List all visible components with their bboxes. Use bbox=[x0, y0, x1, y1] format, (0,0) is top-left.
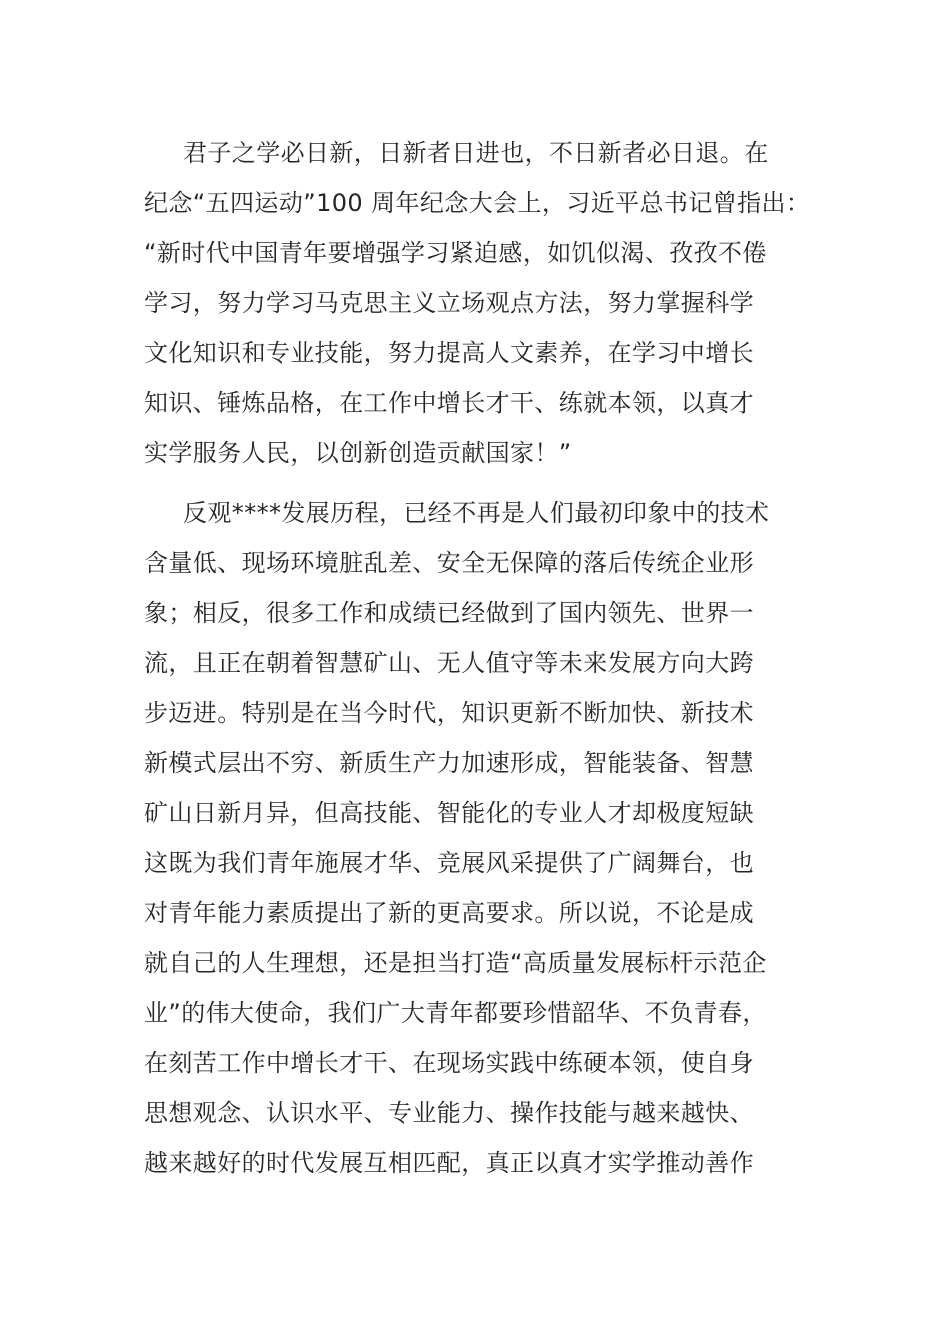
paragraph-line: 知识、锤炼品格，在工作中增长才干、练就本领，以真才 bbox=[144, 389, 754, 417]
paragraph-line: 业”的伟大使命，我们广大青年都要珍惜韶华、不负青春， bbox=[144, 999, 767, 1027]
paragraph-1 bbox=[144, 128, 834, 478]
paragraph-line: 流，且正在朝着智慧矿山、无人值守等未来发展方向大跨 bbox=[144, 649, 754, 677]
paragraph-line: 象；相反，很多工作和成绩已经做到了国内领先、世界一 bbox=[144, 599, 754, 627]
paragraph-line: 学习，努力学习马克思主义立场观点方法，努力掌握科学 bbox=[144, 289, 754, 317]
paragraph-line: 矿山日新月异，但高技能、智能化的专业人才却极度短缺 bbox=[144, 799, 754, 827]
paragraph-line: 新模式层出不穷、新质生产力加速形成，智能装备、智慧 bbox=[144, 749, 754, 777]
paragraph-line: 这既为我们青年施展才华、竞展风采提供了广阔舞台，也 bbox=[144, 849, 754, 877]
paragraph-line: 实学服务人民，以创新创造贡献国家！” bbox=[144, 439, 572, 467]
paragraph-line: 就自己的人生理想，还是担当打造“高质量发展标杆示范企 bbox=[144, 949, 767, 977]
paragraph-line: 反观****发展历程，已经不再是人们最初印象中的技术 bbox=[183, 499, 770, 527]
paragraph-line: 君子之学必日新，日新者日进也，不日新者必日退。在 bbox=[183, 139, 769, 167]
paragraph-2 bbox=[144, 488, 834, 1188]
paragraph-line: 在刻苦工作中增长才干、在现场实践中练硬本领，使自身 bbox=[144, 1049, 754, 1077]
paragraph-line: 越来越好的时代发展互相匹配，真正以真才实学推动善作 bbox=[144, 1149, 754, 1177]
paragraph-line: 对青年能力素质提出了新的更高要求。所以说，不论是成 bbox=[144, 899, 754, 927]
paragraph-line: 含量低、现场环境脏乱差、安全无保障的落后传统企业形 bbox=[144, 549, 754, 577]
paragraph-line: 文化知识和专业技能，努力提高人文素养，在学习中增长 bbox=[144, 339, 754, 367]
paragraph-line: 步迈进。特别是在当今时代，知识更新不断加快、新技术 bbox=[144, 699, 754, 727]
paragraph-line: 思想观念、认识水平、专业能力、操作技能与越来越快、 bbox=[144, 1099, 754, 1127]
paragraph-line: “新时代中国青年要增强学习紧迫感，如饥似渴、孜孜不倦 bbox=[144, 239, 767, 267]
paragraph-line: 纪念“五四运动”100 周年纪念大会上，习近平总书记曾指出： bbox=[144, 189, 811, 217]
